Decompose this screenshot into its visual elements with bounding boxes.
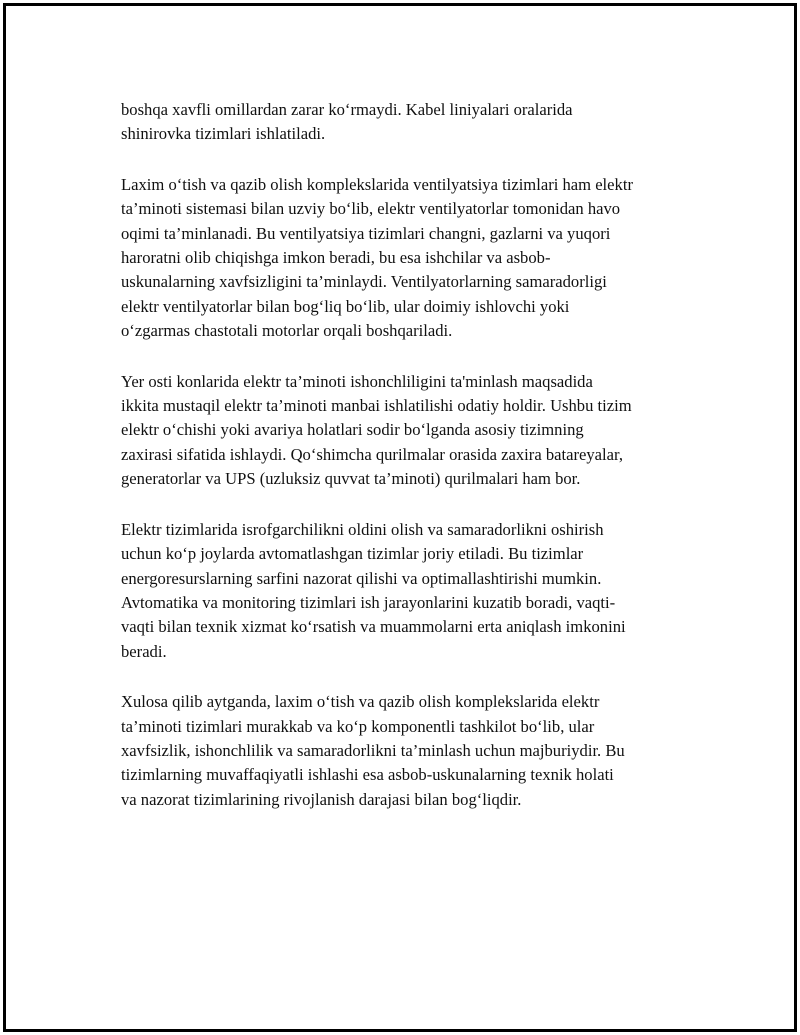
- text-line: elektr o‘chishi yoki avariya holatlari sodir bo‘lganda asosiy tizimning: [121, 420, 584, 440]
- text-line: Avtomatika va monitoring tizimlari ish jarayonlarini kuzatib boradi, vaqti-: [121, 592, 616, 612]
- text-line: ta’minoti sistemasi bilan uzviy bo‘lib, elektr ventilyatorlar tomonidan havo: [121, 199, 621, 219]
- paragraph-2: [121, 173, 701, 344]
- paragraph-1: [121, 98, 701, 147]
- text-line: shinirovka tizimlari ishlatiladi.: [121, 124, 326, 144]
- text-line: vaqti bilan texnik xizmat ko‘rsatish va muammolarni erta aniqlash imkonini: [121, 617, 626, 637]
- document-page: [3, 3, 797, 1032]
- text-line: energoresurslarning sarfini nazorat qilishi va optimallashtirishi mumkin.: [121, 568, 602, 588]
- text-line: zaxirasi sifatida ishlaydi. Qo‘shimcha qurilmalar orasida zaxira batareyalar,: [121, 444, 624, 464]
- text-line: Xulosa qilib aytganda, laxim o‘tish va qazib olish komplekslarida elektr: [121, 692, 600, 712]
- document-body: [121, 98, 701, 838]
- text-line: haroratni olib chiqishga imkon beradi, bu esa ishchilar va asbob-: [121, 248, 551, 268]
- paragraph-3: [121, 370, 701, 492]
- text-line: uchun ko‘p joylarda avtomatlashgan tizimlar joriy etiladi. Bu tizimlar: [121, 544, 584, 564]
- paragraph-5: [121, 690, 701, 812]
- text-line: Elektr tizimlarida isrofgarchilikni oldini olish va samaradorlikni oshirish: [121, 519, 604, 539]
- text-line: beradi.: [121, 641, 167, 661]
- text-line: o‘zgarmas chastotali motorlar orqali boshqariladi.: [121, 321, 453, 341]
- text-line: Laxim o‘tish va qazib olish komplekslarida ventilyatsiya tizimlari ham elektr: [121, 174, 633, 194]
- text-line: ikkita mustaqil elektr ta’minoti manbai ishlatilishi odatiy holdir. Ushbu tizim: [121, 396, 632, 416]
- text-line: elektr ventilyatorlar bilan bog‘liq bo‘lib, ular doimiy ishlovchi yoki: [121, 296, 570, 316]
- text-line: oqimi ta’minlanadi. Bu ventilyatsiya tizimlari changni, gazlarni va yuqori: [121, 223, 611, 243]
- text-line: tizimlarning muvaffaqiyatli ishlashi esa asbob-uskunalarning texnik holati: [121, 765, 614, 785]
- text-line: xavfsizlik, ishonchlilik va samaradorlikni ta’minlash uchun majburiydir. Bu: [121, 740, 625, 760]
- text-line: uskunalarning xavfsizligini ta’minlaydi. Ventilyatorlarning samaradorligi: [121, 272, 607, 292]
- text-line: generatorlar va UPS (uzluksiz quvvat ta’minoti) qurilmalari ham bor.: [121, 469, 581, 489]
- text-line: ta’minoti tizimlari murakkab va ko‘p komponentli tashkilot bo‘lib, ular: [121, 716, 595, 736]
- text-line: boshqa xavfli omillardan zarar ko‘rmaydi. Kabel liniyalari oralarida: [121, 100, 573, 119]
- paragraph-4: [121, 518, 701, 664]
- text-line: Yer osti konlarida elektr ta’minoti ishonchliligini ta'minlash maqsadida: [121, 371, 593, 391]
- text-line: va nazorat tizimlarining rivojlanish darajasi bilan bog‘liqdir.: [121, 789, 522, 809]
